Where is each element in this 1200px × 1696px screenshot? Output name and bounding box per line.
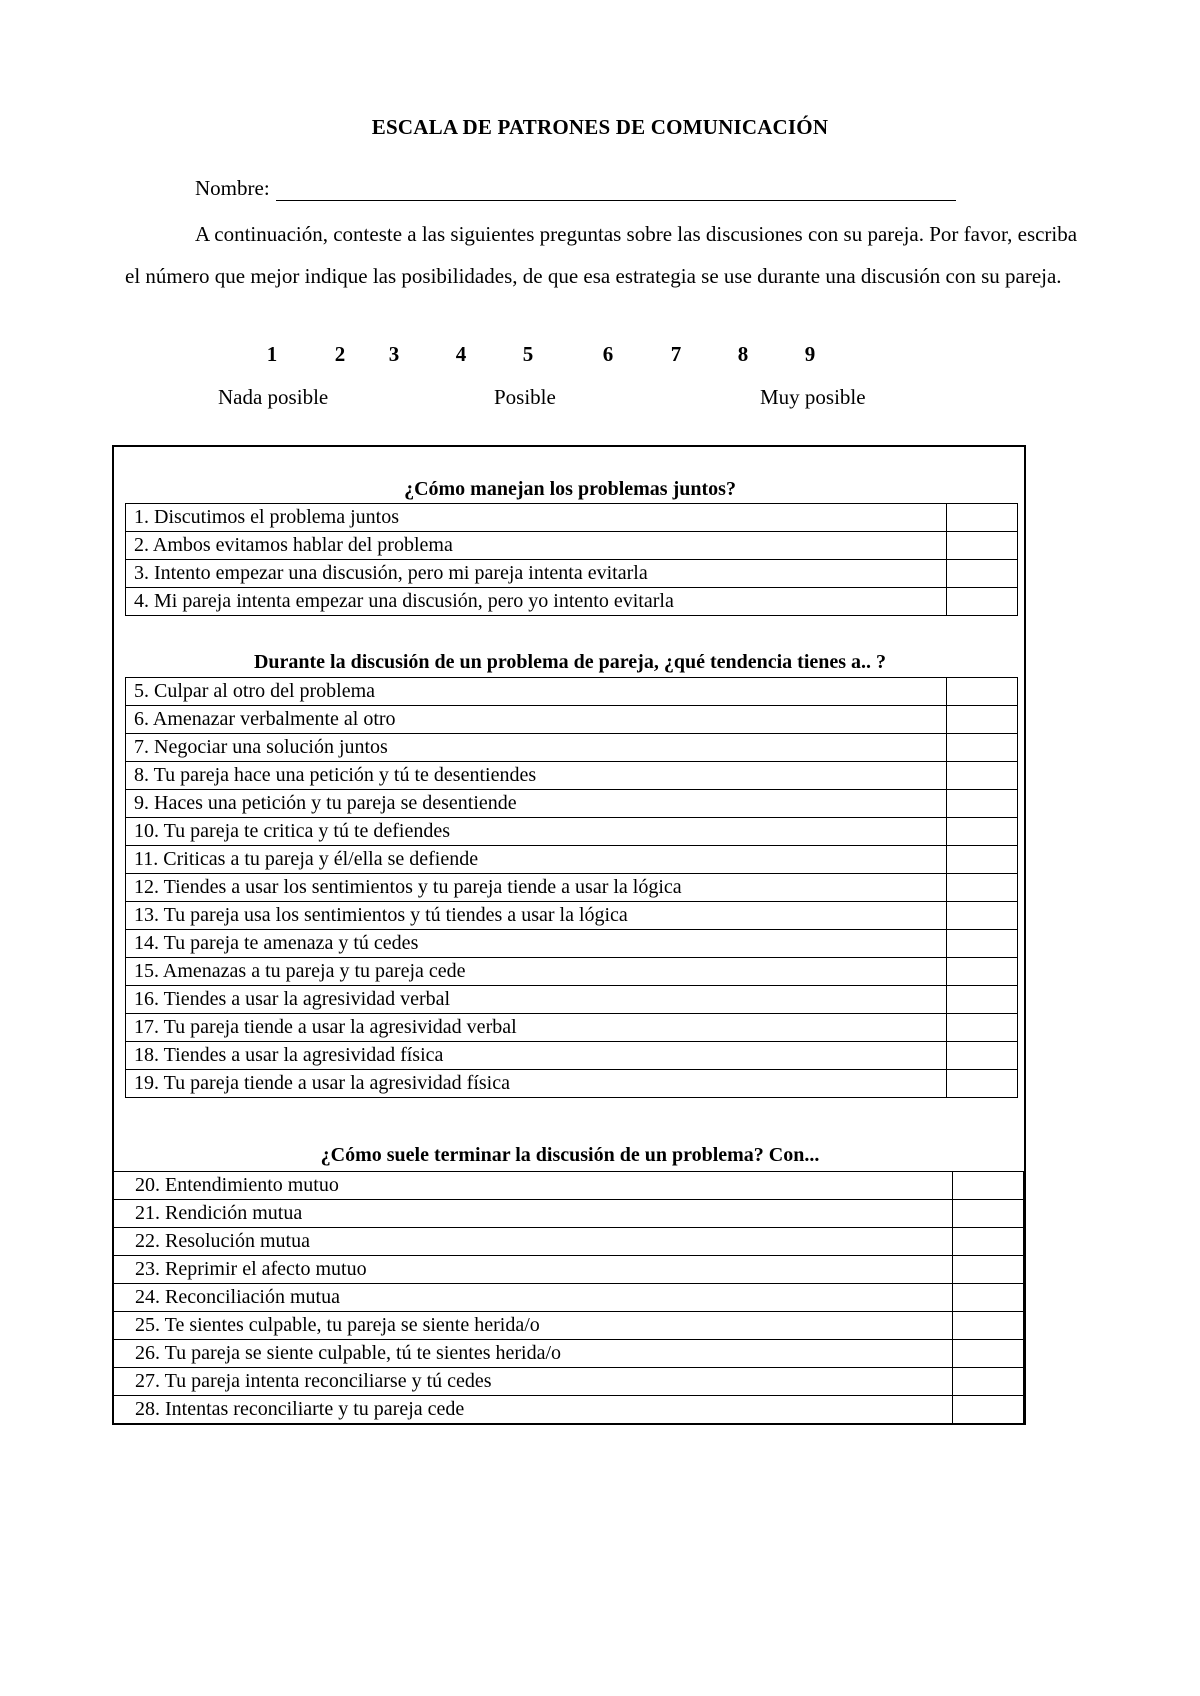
table-row [126,986,1018,1014]
item-text: 19. Tu pareja tiende a usar la agresividad física [126,1070,947,1098]
answer-cell[interactable] [947,902,1018,930]
section-title: Durante la discusión de un problema de pareja, ¿qué tendencia tienes a.. ? [253,651,887,673]
answer-cell[interactable] [947,1070,1018,1098]
answer-cell[interactable] [947,958,1018,986]
scale-labels [0,385,1200,415]
item-text: 11. Criticas a tu pareja y él/ella se defiende [126,846,947,874]
answer-cell[interactable] [947,734,1018,762]
items-table [125,503,1018,616]
answer-cell[interactable] [953,1256,1025,1284]
item-text: 25. Te sientes culpable, tu pareja se siente herida/o [113,1312,953,1340]
answer-cell[interactable] [953,1368,1025,1396]
answer-cell[interactable] [947,706,1018,734]
name-label: Nombre: [195,176,270,200]
answer-cell[interactable] [953,1284,1025,1312]
answer-cell[interactable] [947,986,1018,1014]
scale-number: 2 [334,342,346,366]
item-text: 16. Tiendes a usar la agresividad verbal [126,986,947,1014]
answer-cell[interactable] [947,1014,1018,1042]
item-text: 3. Intento empezar una discusión, pero mi pareja intenta evitarla [126,560,947,588]
item-text: 5. Culpar al otro del problema [126,678,947,706]
scale-number: 3 [388,342,400,366]
table-row [126,958,1018,986]
items-table [125,677,1018,1098]
answer-cell[interactable] [947,532,1018,560]
section-title: ¿Cómo manejan los problemas juntos? [404,478,736,500]
table-row [126,874,1018,902]
answer-cell[interactable] [947,874,1018,902]
table-row [126,706,1018,734]
table-row [113,1396,1025,1424]
answer-cell[interactable] [953,1172,1025,1200]
answer-cell[interactable] [953,1200,1025,1228]
scale-label-low: Nada posible [218,385,329,409]
section-title: ¿Cómo suele terminar la discusión de un problema? Con... [320,1144,820,1166]
answer-cell[interactable] [947,762,1018,790]
answer-cell[interactable] [947,678,1018,706]
item-text: 12. Tiendes a usar los sentimientos y tu pareja tiende a usar la lógica [126,874,947,902]
scale-number: 4 [455,342,467,366]
answer-cell[interactable] [953,1340,1025,1368]
answer-cell[interactable] [947,504,1018,532]
table-row [113,1228,1025,1256]
scale-number: 6 [602,342,614,366]
table-row [126,734,1018,762]
answer-cell[interactable] [947,930,1018,958]
answer-cell[interactable] [947,560,1018,588]
item-text: 15. Amenazas a tu pareja y tu pareja cede [126,958,947,986]
item-text: 23. Reprimir el afecto mutuo [113,1256,953,1284]
answer-cell[interactable] [947,818,1018,846]
page-title: ESCALA DE PATRONES DE COMUNICACIÓN [371,115,829,139]
table-row [113,1200,1025,1228]
table-row [126,818,1018,846]
item-text: 24. Reconciliación mutua [113,1284,953,1312]
items-table [112,1171,1026,1424]
item-text: 6. Amenazar verbalmente al otro [126,706,947,734]
table-row [126,790,1018,818]
item-text: 10. Tu pareja te critica y tú te defiendes [126,818,947,846]
answer-cell[interactable] [947,588,1018,616]
item-text: 1. Discutimos el problema juntos [126,504,947,532]
item-text: 13. Tu pareja usa los sentimientos y tú tiendes a usar la lógica [126,902,947,930]
table-row [113,1284,1025,1312]
table-row [113,1172,1025,1200]
table-row [113,1312,1025,1340]
table-row [126,532,1018,560]
instructions: A continuación, conteste a las siguientes preguntas sobre las discusiones con su pareja. Por favor, escriba el número que mejor indique las posibilidades, de que esa estrategia se use durante una discusión con su pareja. [125,222,1078,288]
scale-number: 9 [804,342,816,366]
table-row [126,1014,1018,1042]
name-underline[interactable] [276,180,956,201]
item-text: 22. Resolución mutua [113,1228,953,1256]
table-row [126,902,1018,930]
scale-number: 1 [266,342,278,366]
item-text: 21. Rendición mutua [113,1200,953,1228]
item-text: 18. Tiendes a usar la agresividad física [126,1042,947,1070]
item-text: 2. Ambos evitamos hablar del problema [126,532,947,560]
answer-cell[interactable] [947,790,1018,818]
table-row [126,762,1018,790]
item-text: 20. Entendimiento mutuo [113,1172,953,1200]
answer-cell[interactable] [953,1312,1025,1340]
name-field[interactable] [195,176,956,201]
scale-number: 5 [522,342,534,366]
answer-cell[interactable] [953,1228,1025,1256]
table-row [113,1368,1025,1396]
table-row [126,588,1018,616]
item-text: 28. Intentas reconciliarte y tu pareja cede [113,1396,953,1424]
item-text: 9. Haces una petición y tu pareja se desentiende [126,790,947,818]
item-text: 17. Tu pareja tiende a usar la agresividad verbal [126,1014,947,1042]
scale-numbers [0,342,1200,372]
table-row [126,930,1018,958]
scale-label-high: Muy posible [760,385,866,409]
table-row [126,1042,1018,1070]
scale-number: 7 [670,342,682,366]
scale-number: 8 [737,342,749,366]
table-row [126,678,1018,706]
table-row [126,560,1018,588]
table-row [126,504,1018,532]
item-text: 7. Negociar una solución juntos [126,734,947,762]
answer-cell[interactable] [947,1042,1018,1070]
answer-cell[interactable] [947,846,1018,874]
table-row [113,1256,1025,1284]
item-text: 14. Tu pareja te amenaza y tú cedes [126,930,947,958]
item-text: 4. Mi pareja intenta empezar una discusión, pero yo intento evitarla [126,588,947,616]
table-row [126,846,1018,874]
item-text: 27. Tu pareja intenta reconciliarse y tú cedes [113,1368,953,1396]
scale-label-mid: Posible [494,385,556,409]
table-row [126,1070,1018,1098]
answer-cell[interactable] [953,1396,1025,1424]
table-row [113,1340,1025,1368]
item-text: 8. Tu pareja hace una petición y tú te desentiendes [126,762,947,790]
item-text: 26. Tu pareja se siente culpable, tú te sientes herida/o [113,1340,953,1368]
